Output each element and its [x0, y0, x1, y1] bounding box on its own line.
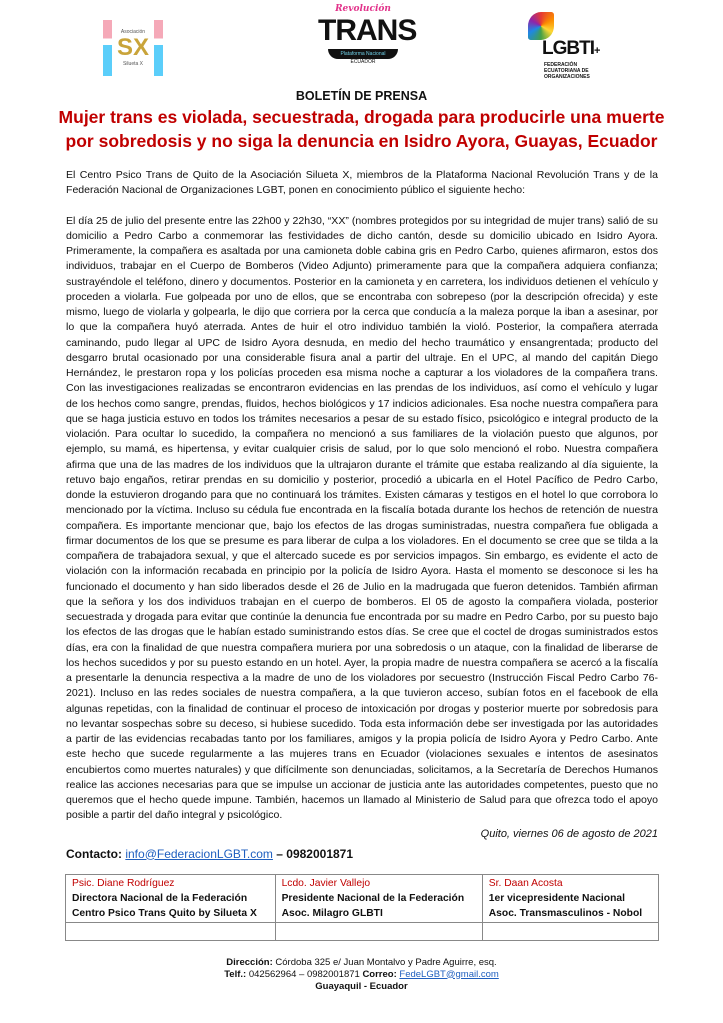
- signatory-org: Asoc. Transmasculinos - Nobol: [488, 907, 643, 919]
- address-label: Dirección:: [226, 956, 273, 968]
- signatory-role: 1er vicepresidente Nacional: [488, 892, 625, 904]
- phone: 042562964 – 0982001871: [248, 968, 360, 980]
- title-line: por sobredosis y no siga la denuncia en Isidro Ayora, Guayas, Ecuador: [65, 131, 658, 151]
- logo-text: TRANS: [318, 14, 417, 47]
- signatory-org: Centro Psico Trans Quito by Silueta X: [72, 907, 257, 919]
- logo-text: LGBTI: [542, 38, 594, 59]
- document-label: BOLETÍN DE PRENSA: [295, 89, 428, 103]
- address: Córdoba 325 e/ Juan Montalvo y Padre Aguirre, esq.: [275, 956, 497, 968]
- contact-phone: – 0982001871: [276, 846, 354, 861]
- page-title: [30, 105, 693, 153]
- rainbow-bird-icon: [528, 12, 554, 40]
- logo-text: Plataforma Nacional: [328, 49, 398, 59]
- contact-email-link[interactable]: info@FederacionLGBT.com: [125, 846, 273, 861]
- main-paragraph: El día 25 de julio del presente entre las 22h00 y 22h30, “XX” (nombres protegidos por su integridad de mujer trans) salió de su domicilio a Pedro Carbo a conmemorar las festividades de dicho cantón, desde su domicilio ubicado en Isidro Ayora. Primeramente, la compañera es asaltada por una camioneta doble cabina gris en Pedro Carbo, quienes afirmaron, estos dos individuos, trabajar en el Cuerpo de Bomberos (Video Adjunto) primeramente para que la compañera adquiera confianza; sustrayéndole el teléfono, dinero y documentos. Posterior en la camioneta y en carretera, los individuos detienen el vehículo y proceden a violarla. Fue golpeada por uno de ellos, que se encontraba con sobrepeso (por la descripción ofrecida) y este mismo, luego de violarla y golpearla, le dijo que corriera por la cerca que conducía a la maleza porque la iban a asesinar, por lo que la compañera huyó aterrada. Antes de huir el otro individuo también la violó. Posterior, la compañera aterrada caminando, pudo llegar al UPC de Isidro Ayora desnuda, en medio del hecho traumático y ensangrentada; producto del desgarro brutal ocasionado por una considerable fisura anal a partir del ultraje. En el UPC, al mando del capitán Diego Hernández, le prestaron ropa y los policías proceden esa misma noche a capturar a los violadores de la compañera trans. Con las investigaciones realizadas se encontraron evidencias en las prendas de los individuos, así como el vehículo y lugar de los hechos como sangre, prendas, fluidos, hechos biológicos y 17 indicios adicionales. Esa noche nuestra compañera para que se haga justicia estuvo en todos los trámites necesarios a pesar de su estado físico, psicológico e integral producto de la violación. Para ocultar lo sucedido, la compañera no mencionó a sus familiares de la violación puesto que algunos, por ejemplo, su mamá, es hipertensa, y evitar cualquier crisis de salud, por lo que solo mencionó el robo. Nuestra compañera afirma que una de las madres de los individuos que la ultrajaron durante el trámite que estaba realizando al día siguiente, la retuvo bajo engaños, retirar prendas en su domicilio y posterior, procedió a ubicarla en el Hotel Pacífico de Pedro Carbo, donde la estuvieron drogando para que no continuará los trámites. Existen cámaras y testigos en el hotel lo que corrobora lo mencionado por la víctima. Incluso su cédula fue encontrada en la fiscalía botada durante los hechos de retención de nuestra compañera. Es importante mencionar que, bajo los efectos de las drogas suministradas, nuestra compañera fue obligada a firmar documentos de los que se presume es para liberar de culpa a los violadores. En el documento se cree que se tilda a la compañera de trabajadora sexual, y que el altercado sucede es por servicios impagos. Sin embargo, es evidente el acto de violación con la información recabada en principio por la policía de Isidro Ayora. Hasta el momento se desconoce si les ha funcionado el documento y han sido liberados desde el 26 de Julio en la madrugada que fueron detenidos. También afirman que la señora y los dos individuos trabajan en el cuerpo de bomberos. El 05 de agosto la compañera violada, posterior secuestrada y drogada para evitar que continúe la denuncia fue encontrada por su madre en Pedro Carbo, por su puesto bajo los efectos de las drogas que le habían estado suministrando estos días. Se cree que el coctel de drogas suministrados estos días, era con la finalidad de que nuestra compañera muriera por una sobredosis o un ataque, con la finalidad de liberarse de los hechos sucedidos y por su puesto estando en un hotel. Ayer, la propia madre de nuestra compañera se acercó a la fiscalía a presentarle la denuncia respectiva a la madre de uno de los violadores por secuestro (Instrucción Fiscal Pedro Carbo 76-2021). Incluso en las redes sociales de nuestra compañera, a la que tuvieron acceso, subían fotos en el facebook de ella algunas repetidas, con la finalidad de continuar el proceso de intoxicación por drogas y posterior muerte por sobredosis para no levantar sospechas sobre su deceso, si hubiese sucedido. Toda esta información debe ser investigada por las autoridades a partir de las evidencias recabadas tanto por los familiares, amigos y la propia policía de Isidro Ayora y Pedro Carbo. Ante este hecho que sucede regularmente a las mujeres trans en Ecuador (violaciones sexuales e intentos de asesinatos encubiertos como muertes naturales) y que difícilmente son denunciadas, solicitamos, a la Secretaría de Derechos Humanos realice las acciones necesarias para que se impulse un accionar de justicia ante las autoridades competentes, puesto que no queremos que el hecho quede impune. También, hacemos un llamado al Ministerio de Salud para que ofrezca todo el apoyo posible a partir del daño integral y psicológico.: [66, 214, 658, 822]
- logo-text: Revolución: [335, 4, 391, 14]
- silueta-x-logo: [103, 20, 163, 76]
- signature-cell: [66, 922, 276, 940]
- logo-text: ECUADOR: [350, 59, 376, 65]
- contact-line: [66, 846, 658, 862]
- logo-text: Silueta X: [122, 61, 143, 67]
- signatories-table: [65, 874, 659, 941]
- signatory-cell: [275, 874, 482, 922]
- intro-paragraph: El Centro Psico Trans de Quito de la Asociación Silueta X, miembros de la Plataforma Nacional Revolución Trans y de la Federación Nacional de Organizaciones LGBT, ponen en conocimiento público el siguiente hecho:: [66, 169, 658, 197]
- logo-text: Asociación: [120, 29, 146, 35]
- lgbti-federation-logo: [528, 12, 628, 78]
- table-row: [66, 922, 659, 940]
- document-body: [66, 168, 658, 993]
- date-line: Quito, viernes 06 de agosto de 2021: [480, 827, 658, 840]
- signatory-role: Presidente Nacional de la Federación: [281, 892, 465, 904]
- phone-label: Telf.:: [224, 968, 247, 980]
- signatory-cell: [66, 874, 276, 922]
- signatory-cell: [482, 874, 658, 922]
- title-line: Mujer trans es violada, secuestrada, drogada para producirle una muerte: [58, 107, 665, 127]
- email-label: Correo:: [362, 968, 397, 980]
- footer: [0, 957, 723, 993]
- signatory-name: Psic. Diane Rodríguez: [72, 877, 175, 889]
- logo-text: SX: [116, 34, 149, 61]
- signature-cell: [275, 922, 482, 940]
- signatory-org: Asoc. Milagro GLBTI: [281, 907, 383, 919]
- footer-email-link[interactable]: FedeLGBT@gmail.com: [399, 968, 499, 980]
- signature-cell: [482, 922, 658, 940]
- signatory-name: Lcdo. Javier Vallejo: [281, 877, 371, 889]
- logo-text: +: [594, 45, 600, 57]
- signatory-name: Sr. Daan Acosta: [488, 877, 563, 889]
- logo-text: FEDERACIÓN ECUATORIANA DE ORGANIZACIONES: [544, 62, 590, 80]
- signatory-role: Directora Nacional de la Federación: [72, 892, 248, 904]
- contact-label: Contacto:: [66, 846, 122, 861]
- city: Guayaquil - Ecuador: [315, 980, 408, 992]
- table-row: [66, 874, 659, 922]
- revolucion-trans-logo: [318, 4, 417, 78]
